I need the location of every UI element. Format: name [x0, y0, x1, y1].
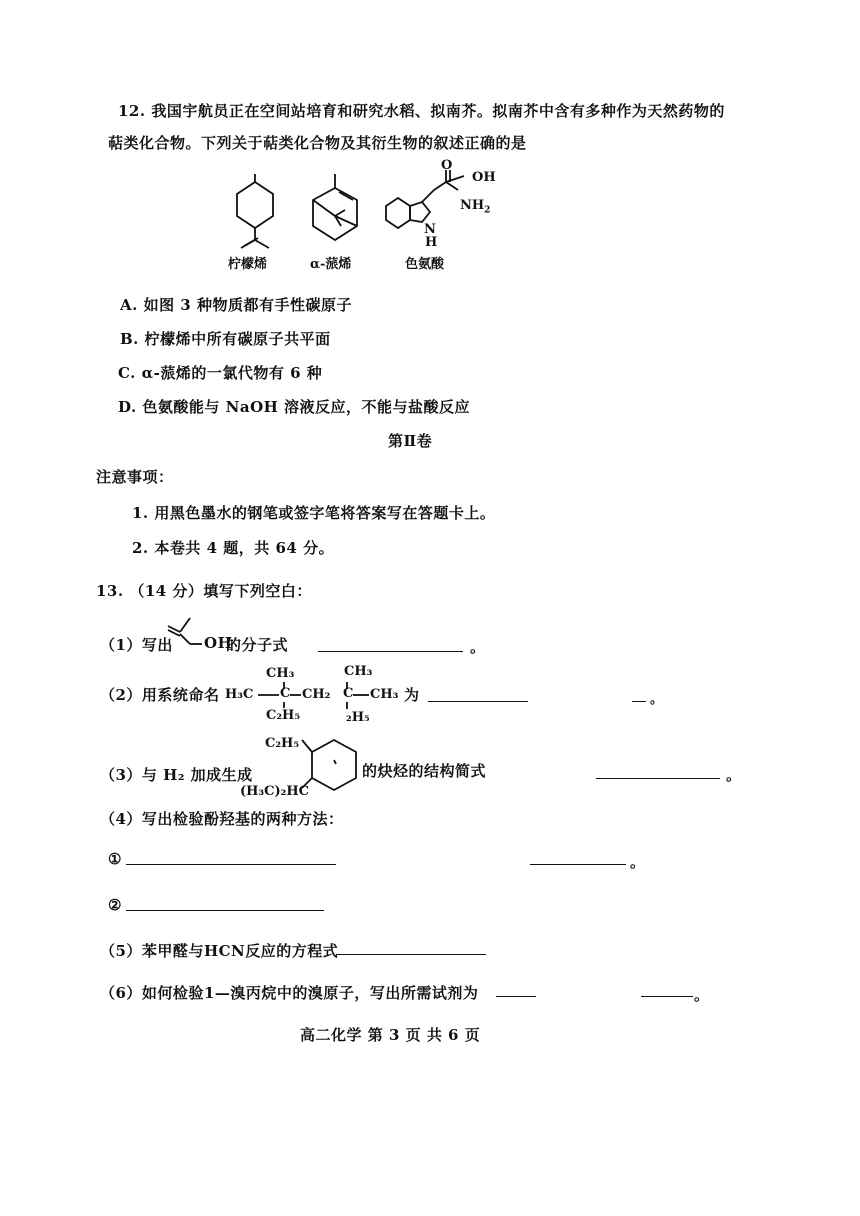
q13-p4-1-blank[interactable] — [126, 864, 336, 865]
page-footer: 高二化学 第 3 页 共 6 页 — [300, 1026, 481, 1044]
p3-isopropyl: (H₃C)₂HC — [240, 784, 309, 799]
q13-p1-blank[interactable] — [318, 651, 463, 652]
limonene-label: 柠檬烯 — [228, 257, 268, 272]
section-title: 第Ⅱ卷 — [388, 432, 433, 450]
p2-c2: C — [343, 686, 354, 701]
q13-p4-1-label: ① — [108, 850, 122, 868]
notes-heading: 注意事项： — [96, 468, 174, 486]
q12-option-c: C. α-蒎烯的一氯代物有 6 种 — [118, 364, 323, 382]
p2-ch3-top1: CH₃ — [266, 666, 295, 681]
tryptophan-nh2: $NH_2$ — [460, 198, 491, 216]
q13-p4-1-blank-2[interactable] — [530, 864, 626, 865]
q13-p4-2-blank[interactable] — [126, 910, 324, 911]
limonene-structure — [225, 178, 285, 258]
note-2: 2. 本卷共 4 题，共 64 分。 — [132, 539, 335, 557]
q13-p2-blank-2[interactable] — [632, 701, 646, 702]
q13-stem: 13. （14 分）填写下列空白： — [96, 582, 312, 600]
q13-p4-1-period: 。 — [630, 853, 646, 871]
q13-p2-suffix: 为 — [404, 686, 420, 704]
q13-p4-2-label: ② — [108, 896, 122, 914]
tryptophan-o: O — [441, 158, 453, 173]
q13-p6-blank[interactable] — [496, 996, 536, 997]
note-1: 1. 用黑色墨水的钢笔或签字笔将答案写在答题卡上。 — [132, 504, 496, 522]
q13-p6: （6）如何检验1—溴丙烷中的溴原子，写出所需试剂为 — [100, 984, 479, 1002]
p2-ch3-right: CH₃ — [370, 687, 399, 702]
tryptophan-oh: OH — [472, 170, 496, 185]
tryptophan-h: H — [425, 235, 438, 250]
q12-option-d: D. 色氨酸能与 NaOH 溶液反应，不能与盐酸反应 — [118, 398, 471, 416]
p2-c1: C — [280, 686, 291, 701]
q13-p3-blank[interactable] — [596, 778, 720, 779]
p2-h3c: H₃C — [225, 687, 254, 702]
q13-p5-blank[interactable] — [336, 954, 486, 955]
q13-p6-blank-2[interactable] — [641, 996, 693, 997]
p2-ch2: CH₂ — [302, 687, 331, 702]
p3-c2h5: C₂H₅ — [265, 736, 300, 751]
q13-p1-oh: OH — [204, 634, 233, 652]
p2-c2h5-bot2: ₂H₅ — [346, 710, 370, 725]
q13-p3-prefix: （3）与 H₂ 加成生成 — [100, 766, 253, 784]
q13-p2-period: 。 — [650, 692, 664, 707]
tryptophan-label: 色氨酸 — [405, 257, 445, 272]
p2-ch3-top2: CH₃ — [344, 664, 373, 679]
q13-p5: （5）苯甲醛与HCN反应的方程式 — [100, 942, 339, 960]
q13-p3-period: 。 — [726, 766, 742, 784]
q12-option-b: B. 柠檬烯中所有碳原子共平面 — [120, 330, 331, 348]
p2-c2h5-bot1: C₂H₅ — [266, 708, 301, 723]
q13-p1-prefix: （1）写出 — [100, 636, 173, 654]
q13-p6-period: 。 — [694, 986, 710, 1004]
p2-bonds — [255, 676, 375, 716]
q13-p3-suffix: 的炔烃的结构简式 — [362, 762, 487, 780]
q13-p2-prefix: （2）用系统命名 — [100, 686, 220, 704]
p1-structure — [166, 616, 206, 650]
q12-option-a: A. 如图 3 种物质都有手性碳原子 — [120, 296, 352, 314]
pinene-label: α-蒎烯 — [310, 257, 352, 272]
q13-p4: （4）写出检验酚羟基的两种方法： — [100, 810, 344, 828]
p3-benzene-ring — [300, 736, 370, 796]
q12-line1: 12. 我国宇航员正在空间站培育和研究水稻、拟南芥。拟南芥中含有多种作为天然药物的 — [118, 102, 725, 120]
q13-p2-blank[interactable] — [428, 701, 528, 702]
pinene-structure — [305, 170, 365, 250]
q13-p1-suffix: 的分子式 — [226, 636, 289, 654]
q13-p1-period: 。 — [470, 638, 486, 656]
q12-line2: 萜类化合物。下列关于萜类化合物及其衍生物的叙述正确的是 — [108, 134, 527, 152]
tryptophan-n: N — [424, 222, 436, 237]
